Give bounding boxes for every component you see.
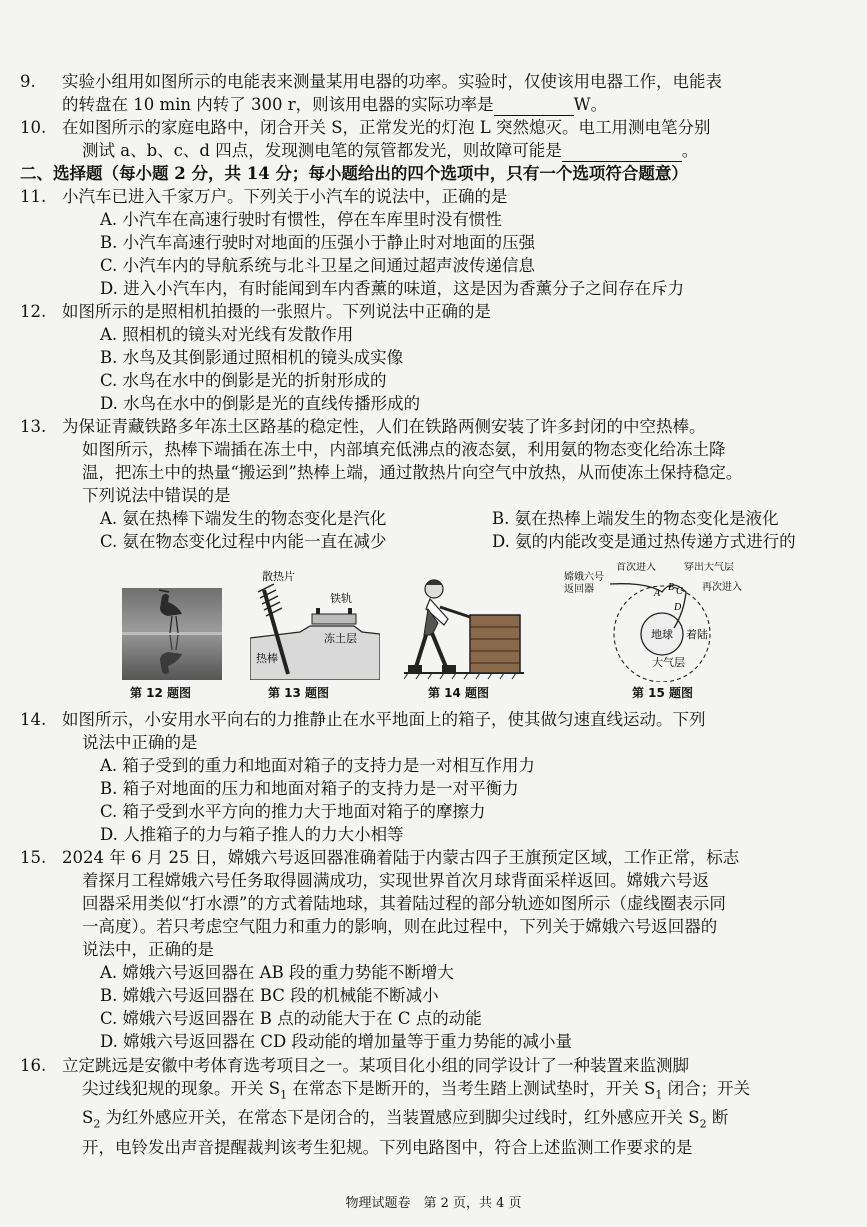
question-text: 立定跳远是安徽中考体育选考项目之一。某项目化小组的同学设计了一种装置来监测脚 [62,1056,689,1075]
question-text: 如图所示，小安用水平向右的力推静止在水平地面上的箱子，使其做匀速直线运动。下列 [62,710,706,729]
question-text: 的转盘在 10 min 内转了 300 r，则该用电器的实际功率是 [62,95,494,114]
question-text: 回器采用类似“打水漂”的方式着陆地球，其着陆过程的部分轨迹如图所示（虚线圈表示同 [82,894,726,913]
option-c[interactable]: C. 水鸟在水中的倒影是光的折射形成的 [100,371,387,390]
question-number: 10. [20,118,47,137]
question-text: 为红外感应开关，在常态下是闭合的，当装置感应到脚尖过线时，红外感应开关 S [100,1108,700,1128]
question-text: S [82,1108,94,1128]
question-text: 在常态下是断开的，当考生踏上测试垫时，开关 S [287,1079,656,1098]
question-text: 为保证青藏铁路多年冻土区路基的稳定性，人们在铁路两侧安装了许多封闭的中空热棒。 [62,417,706,436]
question-text: 测试 a、b、c、d 四点，发现测电笔的氖管都发光，则故障可能是 [82,141,562,160]
option-c[interactable]: C. 小汽车内的导航系统与北斗卫星之间通过超声波传递信息 [100,256,536,275]
question-number: 14. [20,710,47,729]
option-d[interactable]: D. 嫦娥六号返回器在 CD 段动能的增加量等于重力势能的减小量 [100,1032,572,1051]
question-11 [20,185,850,300]
point-c-label: C [676,586,683,597]
question-number: 12. [20,302,47,321]
option-d[interactable]: D. 氨的内能改变是通过热传递方式进行的 [492,532,796,551]
question-number: 13. [20,417,47,436]
question-text: 闭合；开关 [662,1079,751,1098]
option-c[interactable]: C. 氨在物态变化过程中内能一直在减少 [100,532,387,551]
question-stem: 小汽车已进入千家万户。下列关于小汽车的说法中，正确的是 [62,187,508,206]
subscript: 2 [93,1117,101,1131]
point-b-label: B [668,582,675,593]
question-text: 下列说法中错误的是 [82,486,231,505]
option-a[interactable]: A. 照相机的镜头对光线有发散作用 [100,325,354,344]
question-12 [20,300,850,415]
frozen-soil-label: 冻土层 [324,633,357,645]
option-d[interactable]: D. 人推箱子的力与箱子推人的力大小相等 [100,825,404,844]
question-text: 着探月工程嫦娥六号任务取得圆满成功，实现世界首次月球背面采样返回。嫦娥六号返 [82,871,709,890]
exit-label: 穿出大气层 [684,562,734,573]
question-9 [20,70,850,116]
point-a-label: A [654,588,661,599]
answer-blank[interactable] [494,99,574,116]
option-a[interactable]: A. 嫦娥六号返回器在 AB 段的重力势能不断增大 [100,963,454,982]
question-text: 尖过线犯规的现象。开关 S [82,1079,281,1098]
question-number: 15. [20,848,47,867]
question-text: 断 [706,1108,729,1128]
option-b[interactable]: B. 水鸟及其倒影通过照相机的镜头成实像 [100,348,404,367]
option-c[interactable]: C. 嫦娥六号返回器在 B 点的动能大于在 C 点的动能 [100,1009,482,1028]
capsule-label-2: 返回器 [564,584,594,595]
option-b[interactable]: B. 氨在热棒上端发生的物态变化是液化 [492,509,779,528]
atmosphere-label: 大气层 [652,657,685,669]
question-text: 一高度）。若只考虑空气阻力和重力的影响，则在此过程中，下列关于嫦娥六号返回器的 [82,917,718,936]
question-text: 说法中正确的是 [82,733,198,752]
figure-caption: 第 12 题图 [130,686,192,700]
answer-blank[interactable] [562,145,682,162]
option-d[interactable]: D. 水鸟在水中的倒影是光的直线传播形成的 [100,394,421,413]
reentry-label: 再次进入 [702,582,742,593]
question-10 [20,116,850,162]
question-text: 温，把冻土中的热量“搬运到”热棒上端，通过散热片向空气中放热，从而使冻土保持稳定。 [82,463,743,482]
rod-label: 热棒 [256,653,278,665]
question-text: 在如图所示的家庭电路中，闭合开关 S，正常发光的灯泡 L 突然熄灭。电工用测电笔分别 [62,118,711,137]
person-icon [408,580,470,672]
bird-photo-figure [122,588,222,680]
heat-rod-figure [250,570,380,680]
question-number: 16. [20,1056,47,1075]
subscript: 2 [699,1117,707,1131]
question-number: 9. [20,72,36,91]
point-d-label: D [674,602,682,613]
question-13 [20,415,850,553]
question-14 [20,708,850,846]
fin-label: 散热片 [262,571,295,583]
option-c[interactable]: C. 箱子受到水平方向的推力大于地面对箱子的摩擦力 [100,802,486,821]
question-text: 。 [681,141,699,160]
option-a[interactable]: A. 箱子受到的重力和地面对箱子的支持力是一对相互作用力 [100,756,535,775]
subscript: 1 [280,1088,288,1102]
capsule-label: 嫦娥六号 [564,572,604,583]
question-text: 实验小组用如图所示的电能表来测量某用电器的功率。实验时，仅使该用电器工作，电能表 [62,72,722,91]
earth-label: 地球 [651,629,673,641]
question-text: 如图所示，热棒下端插在冻土中，内部填充低沸点的液态氨，利用氨的物态变化给冻土降 [82,440,726,459]
option-b[interactable]: B. 嫦娥六号返回器在 BC 段的机械能不断减小 [100,986,439,1005]
question-number: 11. [20,187,47,206]
rail-label: 铁轨 [330,593,352,605]
pushing-box-figure [404,575,524,680]
question-15 [20,846,850,1053]
box-icon [470,615,520,673]
question-16 [20,1054,850,1159]
page-footer: 物理试题卷 第 2 页，共 4 页 [345,1196,522,1211]
first-entry-label: 首次进入 [616,562,656,573]
option-b[interactable]: B. 箱子对地面的压力和地面对箱子的支持力是一对平衡力 [100,779,519,798]
figure-caption: 第 14 题图 [428,686,490,700]
reentry-trajectory-figure [558,562,766,682]
option-a[interactable]: A. 氨在热棒下端发生的物态变化是汽化 [100,509,387,528]
landing-label: 着陆 [686,629,708,641]
section-heading: 二、选择题（每小题 2 分，共 14 分；每小题给出的四个选项中，只有一个选项符合题意） [20,164,688,183]
option-d[interactable]: D. 进入小汽车内，有时能闻到车内香薰的味道，这是因为香薰分子之间存在斥力 [100,279,685,298]
question-text: 2024 年 6 月 25 日，嫦娥六号返回器准确着陆于内蒙古四子王旗预定区域，工作正常，标志 [62,848,740,867]
subscript: 1 [655,1088,663,1102]
question-stem: 如图所示的是照相机拍摄的一张照片。下列说法中正确的是 [62,302,491,321]
question-text: 说法中，正确的是 [82,940,214,959]
figure-caption: 第 13 题图 [268,686,330,700]
figure-caption: 第 15 题图 [632,686,694,700]
option-a[interactable]: A. 小汽车在高速行驶时有惯性，停在车库里时没有惯性 [100,210,502,229]
option-b[interactable]: B. 小汽车高速行驶时对地面的压强小于静止时对地面的压强 [100,233,536,252]
unit-label: W。 [573,95,608,114]
question-text: 开，电铃发出声音提醒裁判该考生犯规。下列电路图中，符合上述监测工作要求的是 [82,1137,693,1157]
